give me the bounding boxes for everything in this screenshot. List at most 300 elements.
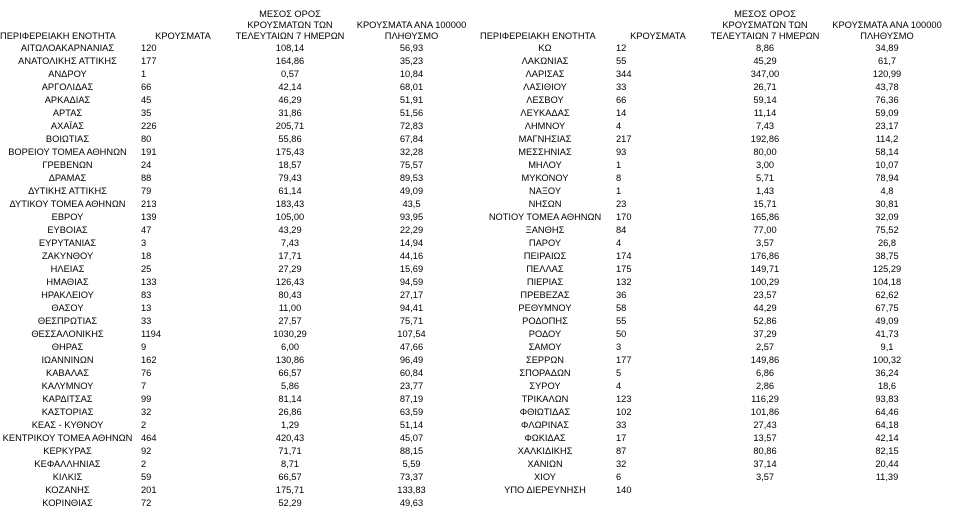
table-row — [0, 263, 474, 276]
seven-day-average: 7,43 — [755, 121, 775, 132]
table-row — [0, 276, 474, 289]
table-row — [480, 107, 950, 120]
case-count: 7 — [141, 381, 147, 392]
case-count: 50 — [616, 329, 627, 340]
region-name: ΓΡΕΒΕΝΩΝ — [42, 160, 93, 171]
region-name: ΒΟΙΩΤΙΑΣ — [45, 134, 90, 145]
region-name: ΛΑΣΙΘΙΟΥ — [523, 82, 567, 93]
case-count: 1194 — [141, 329, 161, 340]
cases-per-100k: 114,2 — [875, 134, 899, 145]
table-row — [0, 406, 474, 419]
table-row — [0, 484, 474, 497]
seven-day-average: 31,86 — [278, 108, 302, 119]
table-row — [480, 133, 950, 146]
case-count: 139 — [141, 212, 157, 223]
table-row — [0, 497, 474, 510]
cases-per-100k: 94,41 — [399, 303, 424, 314]
case-count: 14 — [616, 108, 627, 119]
region-name: ΛΗΜΝΟΥ — [524, 121, 566, 132]
cases-per-100k: 107,54 — [397, 329, 426, 340]
cases-per-100k: 22,29 — [399, 225, 424, 236]
case-count: 33 — [141, 316, 152, 327]
cases-per-100k: 30,81 — [875, 199, 899, 210]
seven-day-average: 77,00 — [753, 225, 777, 236]
seven-day-average: 52,29 — [278, 498, 302, 509]
table-row — [0, 432, 474, 445]
region-name: ΘΕΣΣΑΛΟΝΙΚΗΣ — [31, 329, 104, 340]
case-count: 55 — [616, 56, 627, 67]
case-count: 84 — [616, 225, 627, 236]
table-row — [0, 68, 474, 81]
region-name: ΧΑΝΙΩΝ — [527, 459, 563, 470]
cases-per-100k: 64,18 — [875, 420, 899, 431]
table-row — [480, 250, 950, 263]
seven-day-average: 81,14 — [278, 394, 302, 405]
table-row — [480, 211, 950, 224]
region-name: ΘΗΡΑΣ — [51, 342, 84, 353]
region-name: ΛΑΡΙΣΑΣ — [525, 69, 565, 80]
region-name: ΔΥΤΙΚΟΥ ΤΟΜΕΑ ΑΘΗΝΩΝ — [9, 199, 126, 210]
seven-day-average: 192,86 — [750, 134, 780, 145]
cases-per-100k: 45,07 — [399, 433, 424, 444]
case-count: 4 — [616, 121, 622, 132]
region-name: ΠΑΡΟΥ — [528, 238, 562, 249]
cases-per-100k: 59,09 — [875, 108, 899, 119]
region-name: ΔΡΑΜΑΣ — [48, 173, 87, 184]
case-count: 58 — [616, 303, 627, 314]
case-count: 9 — [141, 342, 147, 353]
region-name: ΦΩΚΙΔΑΣ — [524, 433, 566, 444]
region-name: ΜΗΛΟΥ — [528, 160, 562, 171]
table-row — [480, 406, 950, 419]
seven-day-average: 26,71 — [753, 82, 777, 93]
table-row — [0, 42, 474, 55]
case-count: 45 — [141, 95, 152, 106]
cases-per-100k: 51,56 — [399, 108, 424, 119]
table-row — [0, 289, 474, 302]
region-name: ΗΛΕΙΑΣ — [50, 264, 85, 275]
region-name: ΛΑΚΩΝΙΑΣ — [521, 56, 569, 67]
region-name: ΥΠΟ ΔΙΕΡΕΥΝΗΣΗ — [504, 485, 586, 496]
table-row — [0, 211, 474, 224]
case-count: 226 — [141, 121, 157, 132]
region-name: ΚΟΡΙΝΘΙΑΣ — [42, 498, 93, 509]
region-name: ΚΑΡΔΙΤΣΑΣ — [42, 394, 93, 405]
case-count: 99 — [141, 394, 152, 405]
case-count: 87 — [616, 446, 627, 457]
seven-day-average: 66,57 — [278, 472, 302, 483]
region-name: ΧΑΛΚΙΔΙΚΗΣ — [517, 446, 573, 457]
seven-day-average: 3,00 — [755, 160, 775, 171]
table-row — [0, 224, 474, 237]
cases-per-100k: 93,95 — [399, 212, 424, 223]
case-count: 24 — [141, 160, 152, 171]
seven-day-average: 176,86 — [750, 251, 780, 262]
case-count: 17 — [616, 433, 627, 444]
region-name: ΦΛΩΡΙΝΑΣ — [520, 420, 570, 431]
seven-day-average: 52,86 — [753, 316, 777, 327]
region-name: ΠΕΙΡΑΙΩΣ — [523, 251, 567, 262]
case-count: 464 — [141, 433, 157, 444]
table-row — [480, 94, 950, 107]
header-per100k: ΚΡΟΥΣΜΑΤΑ ΑΝΑ 100000 ΠΛΗΘΥΣΜΟ — [832, 20, 942, 41]
case-count: 23 — [616, 199, 627, 210]
case-count: 32 — [141, 407, 152, 418]
cases-per-100k: 61,7 — [877, 56, 897, 67]
cases-per-100k: 10,84 — [399, 69, 424, 80]
case-count: 191 — [141, 147, 157, 158]
case-count: 80 — [141, 134, 152, 145]
cases-per-100k: 63,59 — [399, 407, 424, 418]
seven-day-average: 59,14 — [753, 95, 777, 106]
table-row — [0, 172, 474, 185]
table-row — [0, 250, 474, 263]
region-name: ΠΙΕΡΙΑΣ — [526, 277, 564, 288]
case-count: 162 — [141, 355, 157, 366]
table-row — [480, 172, 950, 185]
seven-day-average: 3,57 — [755, 472, 775, 483]
region-name: ΚΕΡΚΥΡΑΣ — [43, 446, 92, 457]
cases-per-100k: 43,78 — [875, 82, 899, 93]
table-row — [0, 354, 474, 367]
seven-day-average: 420,43 — [275, 433, 305, 444]
case-count: 140 — [616, 485, 632, 496]
cases-per-100k: 62,62 — [875, 290, 899, 301]
table-row — [480, 367, 950, 380]
table-row — [0, 393, 474, 406]
cases-per-100k: 76,36 — [875, 95, 899, 106]
region-name: ΝΑΞΟΥ — [528, 186, 562, 197]
region-name: ΚΕΝΤΡΙΚΟΥ ΤΟΜΕΑ ΑΘΗΝΩΝ — [2, 433, 133, 444]
cases-per-100k: 60,84 — [399, 368, 424, 379]
region-name: ΜΥΚΟΝΟΥ — [521, 173, 569, 184]
cases-per-100k: 41,73 — [875, 329, 899, 340]
case-count: 201 — [141, 485, 157, 496]
region-name: ΡΟΔΟΠΗΣ — [522, 316, 568, 327]
region-name: ΑΙΤΩΛΟΑΚΑΡΝΑΝΙΑΣ — [20, 43, 115, 54]
seven-day-average: 46,29 — [278, 95, 302, 106]
seven-day-average: 8,71 — [280, 459, 300, 470]
table-row — [0, 302, 474, 315]
seven-day-average: 23,57 — [753, 290, 777, 301]
cases-per-100k: 51,14 — [399, 420, 424, 431]
region-name: ΝΗΣΩΝ — [528, 199, 562, 210]
seven-day-average: 126,43 — [275, 277, 305, 288]
cases-per-100k: 82,15 — [875, 446, 899, 457]
seven-day-average: 105,00 — [275, 212, 305, 223]
cases-per-100k: 72,83 — [399, 121, 424, 132]
region-name: ΞΑΝΘΗΣ — [525, 225, 565, 236]
table-row — [480, 484, 950, 497]
table-row — [0, 120, 474, 133]
table-row — [480, 380, 950, 393]
cases-per-100k: 67,84 — [399, 134, 424, 145]
seven-day-average: 183,43 — [275, 199, 305, 210]
cases-per-100k: 42,14 — [875, 433, 899, 444]
region-name: ΑΝΑΤΟΛΙΚΗΣ ΑΤΤΙΚΗΣ — [18, 56, 117, 67]
cases-per-100k: 43,5 — [402, 199, 421, 210]
case-count: 93 — [616, 147, 627, 158]
case-count: 177 — [616, 355, 632, 366]
cases-per-100k: 38,75 — [875, 251, 899, 262]
seven-day-average: 71,71 — [278, 446, 302, 457]
cases-per-100k: 88,15 — [399, 446, 424, 457]
table-row — [480, 146, 950, 159]
cases-per-100k: 47,66 — [399, 342, 424, 353]
seven-day-average: 164,86 — [275, 56, 305, 67]
seven-day-average — [706, 484, 824, 497]
region-name: ΚΑΒΑΛΑΣ — [46, 368, 89, 379]
cases-per-100k: 67,75 — [875, 303, 899, 314]
case-count: 132 — [616, 277, 632, 288]
case-count: 83 — [141, 290, 152, 301]
seven-day-average: 42,14 — [278, 82, 302, 93]
seven-day-average: 7,43 — [280, 238, 300, 249]
case-count: 8 — [616, 173, 622, 184]
case-count: 344 — [616, 69, 632, 80]
seven-day-average: 61,14 — [278, 186, 302, 197]
cases-per-100k: 78,94 — [875, 173, 899, 184]
seven-day-average: 149,71 — [750, 264, 780, 275]
seven-day-average: 79,43 — [278, 173, 302, 184]
seven-day-average: 205,71 — [275, 121, 305, 132]
region-name: ΣΥΡΟΥ — [529, 381, 561, 392]
seven-day-average: 17,71 — [278, 251, 302, 262]
case-count: 177 — [141, 56, 157, 67]
header-region: ΠΕΡΙΦΕΡΕΙΑΚΗ ΕΝΟΤΗΤΑ — [0, 31, 116, 41]
case-count: 4 — [616, 238, 622, 249]
seven-day-average: 6,00 — [280, 342, 300, 353]
seven-day-average: 2,86 — [755, 381, 775, 392]
region-name: ΗΜΑΘΙΑΣ — [46, 277, 89, 288]
case-count: 5 — [616, 368, 622, 379]
cases-per-100k: 133,83 — [397, 485, 426, 496]
cases-per-100k: 10,07 — [875, 160, 899, 171]
seven-day-average: 5,71 — [755, 173, 775, 184]
table-row — [480, 393, 950, 406]
case-count: 133 — [141, 277, 157, 288]
table-row — [480, 445, 950, 458]
seven-day-average: 43,29 — [278, 225, 302, 236]
header-per100k: ΚΡΟΥΣΜΑΤΑ ΑΝΑ 100000 ΠΛΗΘΥΣΜΟ — [356, 20, 467, 41]
cases-per-100k: 64,46 — [875, 407, 899, 418]
region-name: ΑΝΔΡΟΥ — [48, 69, 87, 80]
seven-day-average: 0,57 — [280, 69, 300, 80]
case-count: 4 — [616, 381, 622, 392]
region-name: ΕΥΒΟΙΑΣ — [47, 225, 88, 236]
seven-day-average: 27,43 — [753, 420, 777, 431]
region-name: ΡΕΘΥΜΝΟΥ — [518, 303, 572, 314]
table-row — [480, 419, 950, 432]
case-count: 13 — [141, 303, 152, 314]
case-count: 92 — [141, 446, 152, 457]
case-count: 12 — [616, 43, 627, 54]
table-row — [0, 185, 474, 198]
cases-per-100k: 11,39 — [875, 472, 899, 483]
table-row — [0, 458, 474, 471]
region-name: ΚΕΑΣ - ΚΥΘΝΟΥ — [31, 420, 104, 431]
cases-per-100k: 32,09 — [875, 212, 899, 223]
region-name: ΚΕΦΑΛΛΗΝΙΑΣ — [34, 459, 101, 470]
seven-day-average: 1030,29 — [273, 329, 307, 340]
region-name: ΦΘΙΩΤΙΔΑΣ — [519, 407, 571, 418]
cases-per-100k: 36,24 — [875, 368, 899, 379]
case-count: 66 — [616, 95, 627, 106]
case-count: 32 — [616, 459, 627, 470]
region-name: ΛΕΥΚΑΔΑΣ — [520, 108, 570, 119]
header-avg7: ΜΕΣΟΣ ΟΡΟΣ ΚΡΟΥΣΜΑΤΩΝ ΤΩΝ ΤΕΛΕΥΤΑΙΩΝ 7 ΗΜΕΡΩΝ — [710, 9, 820, 41]
region-name: ΜΕΣΣΗΝΙΑΣ — [518, 147, 572, 158]
seven-day-average: 165,86 — [750, 212, 780, 223]
table-row — [480, 458, 950, 471]
seven-day-average: 80,43 — [278, 290, 302, 301]
cases-table-right — [480, 4, 950, 497]
seven-day-average: 108,14 — [275, 43, 305, 54]
seven-day-average: 100,29 — [750, 277, 780, 288]
cases-per-100k: 75,71 — [399, 316, 424, 327]
header-cases: ΚΡΟΥΣΜΑΤΑ — [630, 31, 686, 41]
cases-per-100k: 89,53 — [399, 173, 424, 184]
seven-day-average: 27,57 — [278, 316, 302, 327]
region-name: ΑΡΚΑΔΙΑΣ — [44, 95, 91, 106]
cases-per-100k: 56,93 — [399, 43, 424, 54]
table-row — [0, 159, 474, 172]
header-avg7: ΜΕΣΟΣ ΟΡΟΣ ΚΡΟΥΣΜΑΤΩΝ ΤΩΝ ΤΕΛΕΥΤΑΙΩΝ 7 ΗΜΕΡΩΝ — [235, 9, 345, 41]
seven-day-average: 27,29 — [278, 264, 302, 275]
case-count: 3 — [616, 342, 622, 353]
table-row — [480, 302, 950, 315]
table-row — [0, 81, 474, 94]
case-count: 35 — [141, 108, 152, 119]
seven-day-average: 175,43 — [275, 147, 305, 158]
cases-per-100k: 20,44 — [875, 459, 899, 470]
table-row — [480, 471, 950, 484]
region-name: ΕΒΡΟΥ — [51, 212, 84, 223]
region-name: ΤΡΙΚΑΛΩΝ — [521, 394, 569, 405]
seven-day-average: 116,29 — [751, 394, 779, 405]
seven-day-average: 175,71 — [275, 485, 305, 496]
case-count: 2 — [141, 459, 147, 470]
case-count: 25 — [141, 264, 152, 275]
cases-per-100k: 44,16 — [399, 251, 424, 262]
region-name: ΜΑΓΝΗΣΙΑΣ — [518, 134, 572, 145]
region-name: ΖΑΚΥΝΘΟΥ — [41, 251, 94, 262]
case-count: 123 — [616, 394, 632, 405]
table-row — [480, 237, 950, 250]
region-name: ΘΑΣΟΥ — [51, 303, 84, 314]
case-count: 102 — [616, 407, 632, 418]
region-name: ΣΕΡΡΩΝ — [525, 355, 564, 366]
header-cases: ΚΡΟΥΣΜΑΤΑ — [155, 31, 211, 41]
table-row — [480, 276, 950, 289]
cases-per-100k: 104,18 — [872, 277, 902, 288]
cases-per-100k: 49,09 — [875, 316, 899, 327]
region-name: ΚΑΛΥΜΝΟΥ — [41, 381, 94, 392]
case-count: 3 — [141, 238, 147, 249]
table-row — [480, 55, 950, 68]
table-row — [480, 328, 950, 341]
table-row — [0, 445, 474, 458]
seven-day-average: 130,86 — [275, 355, 305, 366]
region-name: ΣΠΟΡΑΔΩΝ — [519, 368, 571, 379]
seven-day-average: 6,86 — [755, 368, 775, 379]
seven-day-average: 5,86 — [280, 381, 300, 392]
case-count: 18 — [141, 251, 152, 262]
table-row — [0, 367, 474, 380]
table-row — [0, 471, 474, 484]
case-count: 79 — [141, 186, 152, 197]
cases-per-100k: 125,29 — [872, 264, 902, 275]
table-row — [0, 380, 474, 393]
cases-per-100k: 5,59 — [402, 459, 421, 470]
cases-per-100k: 75,57 — [399, 160, 424, 171]
region-name: ΔΥΤΙΚΗΣ ΑΤΤΙΚΗΣ — [28, 186, 107, 197]
seven-day-average: 26,86 — [278, 407, 302, 418]
case-count: 175 — [616, 264, 632, 275]
cases-per-100k: 49,09 — [399, 186, 424, 197]
table-row — [0, 133, 474, 146]
cases-per-100k: 68,01 — [399, 82, 424, 93]
table-row — [480, 198, 950, 211]
table-row — [480, 432, 950, 445]
seven-day-average: 2,57 — [755, 342, 775, 353]
seven-day-average: 347,00 — [750, 69, 780, 80]
cases-per-100k: 14,94 — [399, 238, 424, 249]
header-row — [480, 4, 950, 42]
case-count: 213 — [141, 199, 157, 210]
table-row — [480, 159, 950, 172]
case-count: 55 — [616, 316, 627, 327]
cases-per-100k: 4,8 — [880, 186, 894, 197]
table-row — [0, 419, 474, 432]
table-row — [480, 315, 950, 328]
cases-per-100k: 75,52 — [875, 225, 899, 236]
cases-per-100k: 26,8 — [877, 238, 897, 249]
seven-day-average: 18,57 — [278, 160, 302, 171]
cases-per-100k: 23,77 — [399, 381, 424, 392]
case-count: 217 — [616, 134, 632, 145]
seven-day-average: 11,14 — [753, 108, 777, 119]
cases-per-100k: 96,49 — [399, 355, 424, 366]
table-row — [0, 341, 474, 354]
table-row — [0, 94, 474, 107]
cases-per-100k: 32,28 — [399, 147, 424, 158]
seven-day-average: 44,29 — [753, 303, 777, 314]
seven-day-average: 15,71 — [753, 199, 777, 210]
region-name: ΛΕΣΒΟΥ — [526, 95, 564, 106]
cases-per-100k: 35,23 — [399, 56, 424, 67]
case-count: 47 — [141, 225, 152, 236]
table-row — [480, 68, 950, 81]
seven-day-average: 45,29 — [753, 56, 777, 67]
case-count: 2 — [141, 420, 147, 431]
region-name: ΚΩ — [538, 43, 552, 54]
case-count: 1 — [616, 186, 622, 197]
table-row — [480, 289, 950, 302]
cases-per-100k: 51,91 — [399, 95, 424, 106]
region-name: ΚΑΣΤΟΡΙΑΣ — [41, 407, 94, 418]
cases-per-100k: 27,17 — [399, 290, 424, 301]
header-row — [0, 4, 474, 42]
case-count: 33 — [616, 82, 627, 93]
table-row — [480, 81, 950, 94]
seven-day-average: 3,57 — [755, 238, 775, 249]
cases-per-100k: 49,63 — [399, 498, 424, 509]
table-row — [480, 354, 950, 367]
cases-per-100k: 93,83 — [875, 394, 899, 405]
case-count: 6 — [616, 472, 622, 483]
region-name: ΝΟΤΙΟΥ ΤΟΜΕΑ ΑΘΗΝΩΝ — [488, 212, 602, 223]
